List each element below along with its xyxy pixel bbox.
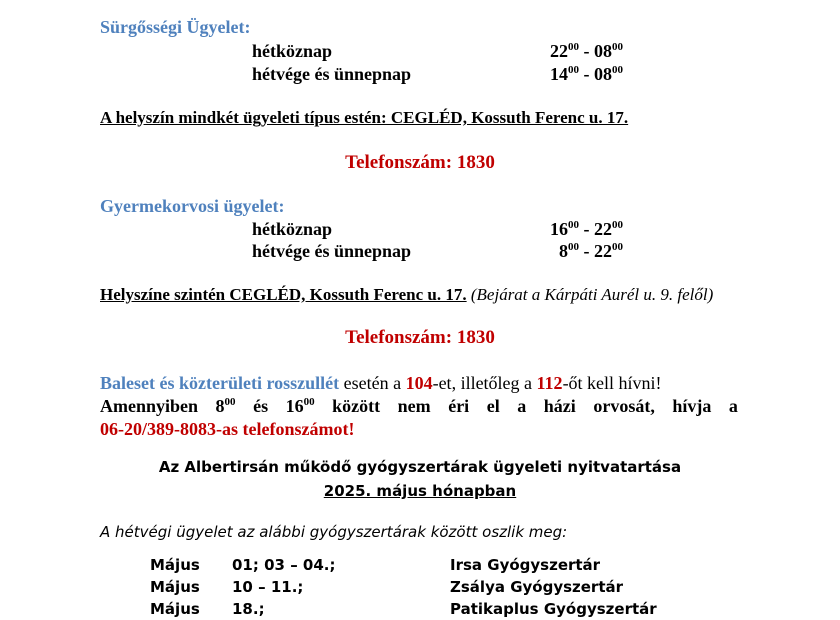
pharmacy-row-3-month: Május bbox=[150, 600, 200, 618]
emergency-weekday-time: $22^{00} - 08^{00}$ bbox=[550, 41, 623, 61]
number-104: 104 bbox=[405, 373, 433, 393]
pharmacy-row-2-name: Zsálya Gyógyszertár bbox=[450, 578, 624, 596]
pediatric-weekend-label: hétvége és ünnepnap bbox=[252, 241, 412, 261]
pharmacy-row-1-days: 01; 03 – 04.; bbox=[232, 556, 336, 574]
pharmacy-title: Az Albertirsán működő gyógyszertárak ügyeleti nyitvatartása bbox=[158, 458, 682, 476]
doctor-phone-number: 06-20/389-8083-as telefonszámot! bbox=[100, 419, 355, 439]
emergency-weekend-label: hétvége és ünnepnap bbox=[252, 64, 412, 84]
pharmacy-row-3-days: 18.; bbox=[232, 600, 265, 618]
accident-line: Baleset és közterületi rosszullét esetén a 104-et, illetőleg a 112-őt kell hívni! bbox=[100, 373, 662, 393]
location-line: A helyszín mindkét ügyeleti típus estén: CEGLÉD, Kossuth Ferenc u. 17. bbox=[100, 108, 629, 127]
pharmacy-subtitle: 2025. május hónapban bbox=[323, 482, 517, 500]
number-112: 112 bbox=[536, 373, 563, 393]
entrance-note: (Bejárat a Kárpáti Aurél u. 9. felől) bbox=[470, 285, 714, 304]
doctor-line: Amennyiben $8^{00}$ és $16^{00}$ között nem éri el a házi orvosát, hívja a bbox=[100, 396, 738, 416]
pharmacy-row-1-month: Május bbox=[150, 556, 200, 574]
pediatric-weekday-time: $16^{00} - 22^{00}$ bbox=[550, 219, 623, 239]
emergency-weekday-label: hétköznap bbox=[252, 41, 333, 61]
pharmacy-subtitle-wrap bbox=[0, 482, 840, 500]
pediatric-weekend-time: $8^{00} - 22^{00}$ bbox=[559, 241, 623, 261]
pediatric-title: Gyermekorvosi ügyelet: bbox=[100, 196, 285, 216]
phone-number-2: Telefonszám: 1830 bbox=[345, 327, 495, 348]
phone-number-1: Telefonszám: 1830 bbox=[345, 152, 495, 173]
pharmacy-row-3-name: Patikaplus Gyógyszertár bbox=[450, 600, 657, 618]
pediatric-weekday-label: hétköznap bbox=[252, 219, 333, 239]
location-2-main: Helyszíne szintén CEGLÉD, Kossuth Ferenc u. 17. bbox=[100, 285, 467, 304]
location-line-2 bbox=[100, 285, 713, 305]
pharmacy-row-1-name: Irsa Gyógyszertár bbox=[450, 556, 601, 574]
accident-highlight: Baleset és közterületi rosszullét bbox=[100, 373, 340, 393]
pharmacy-intro: A hétvégi ügyelet az alábbi gyógyszertárak között oszlik meg: bbox=[100, 523, 568, 541]
emergency-weekend-time: $14^{00} - 08^{00}$ bbox=[550, 64, 623, 84]
pharmacy-row-2-days: 10 – 11.; bbox=[232, 578, 304, 596]
pharmacy-row-2-month: Május bbox=[150, 578, 200, 596]
emergency-title: Sürgősségi Ügyelet: bbox=[100, 17, 251, 37]
